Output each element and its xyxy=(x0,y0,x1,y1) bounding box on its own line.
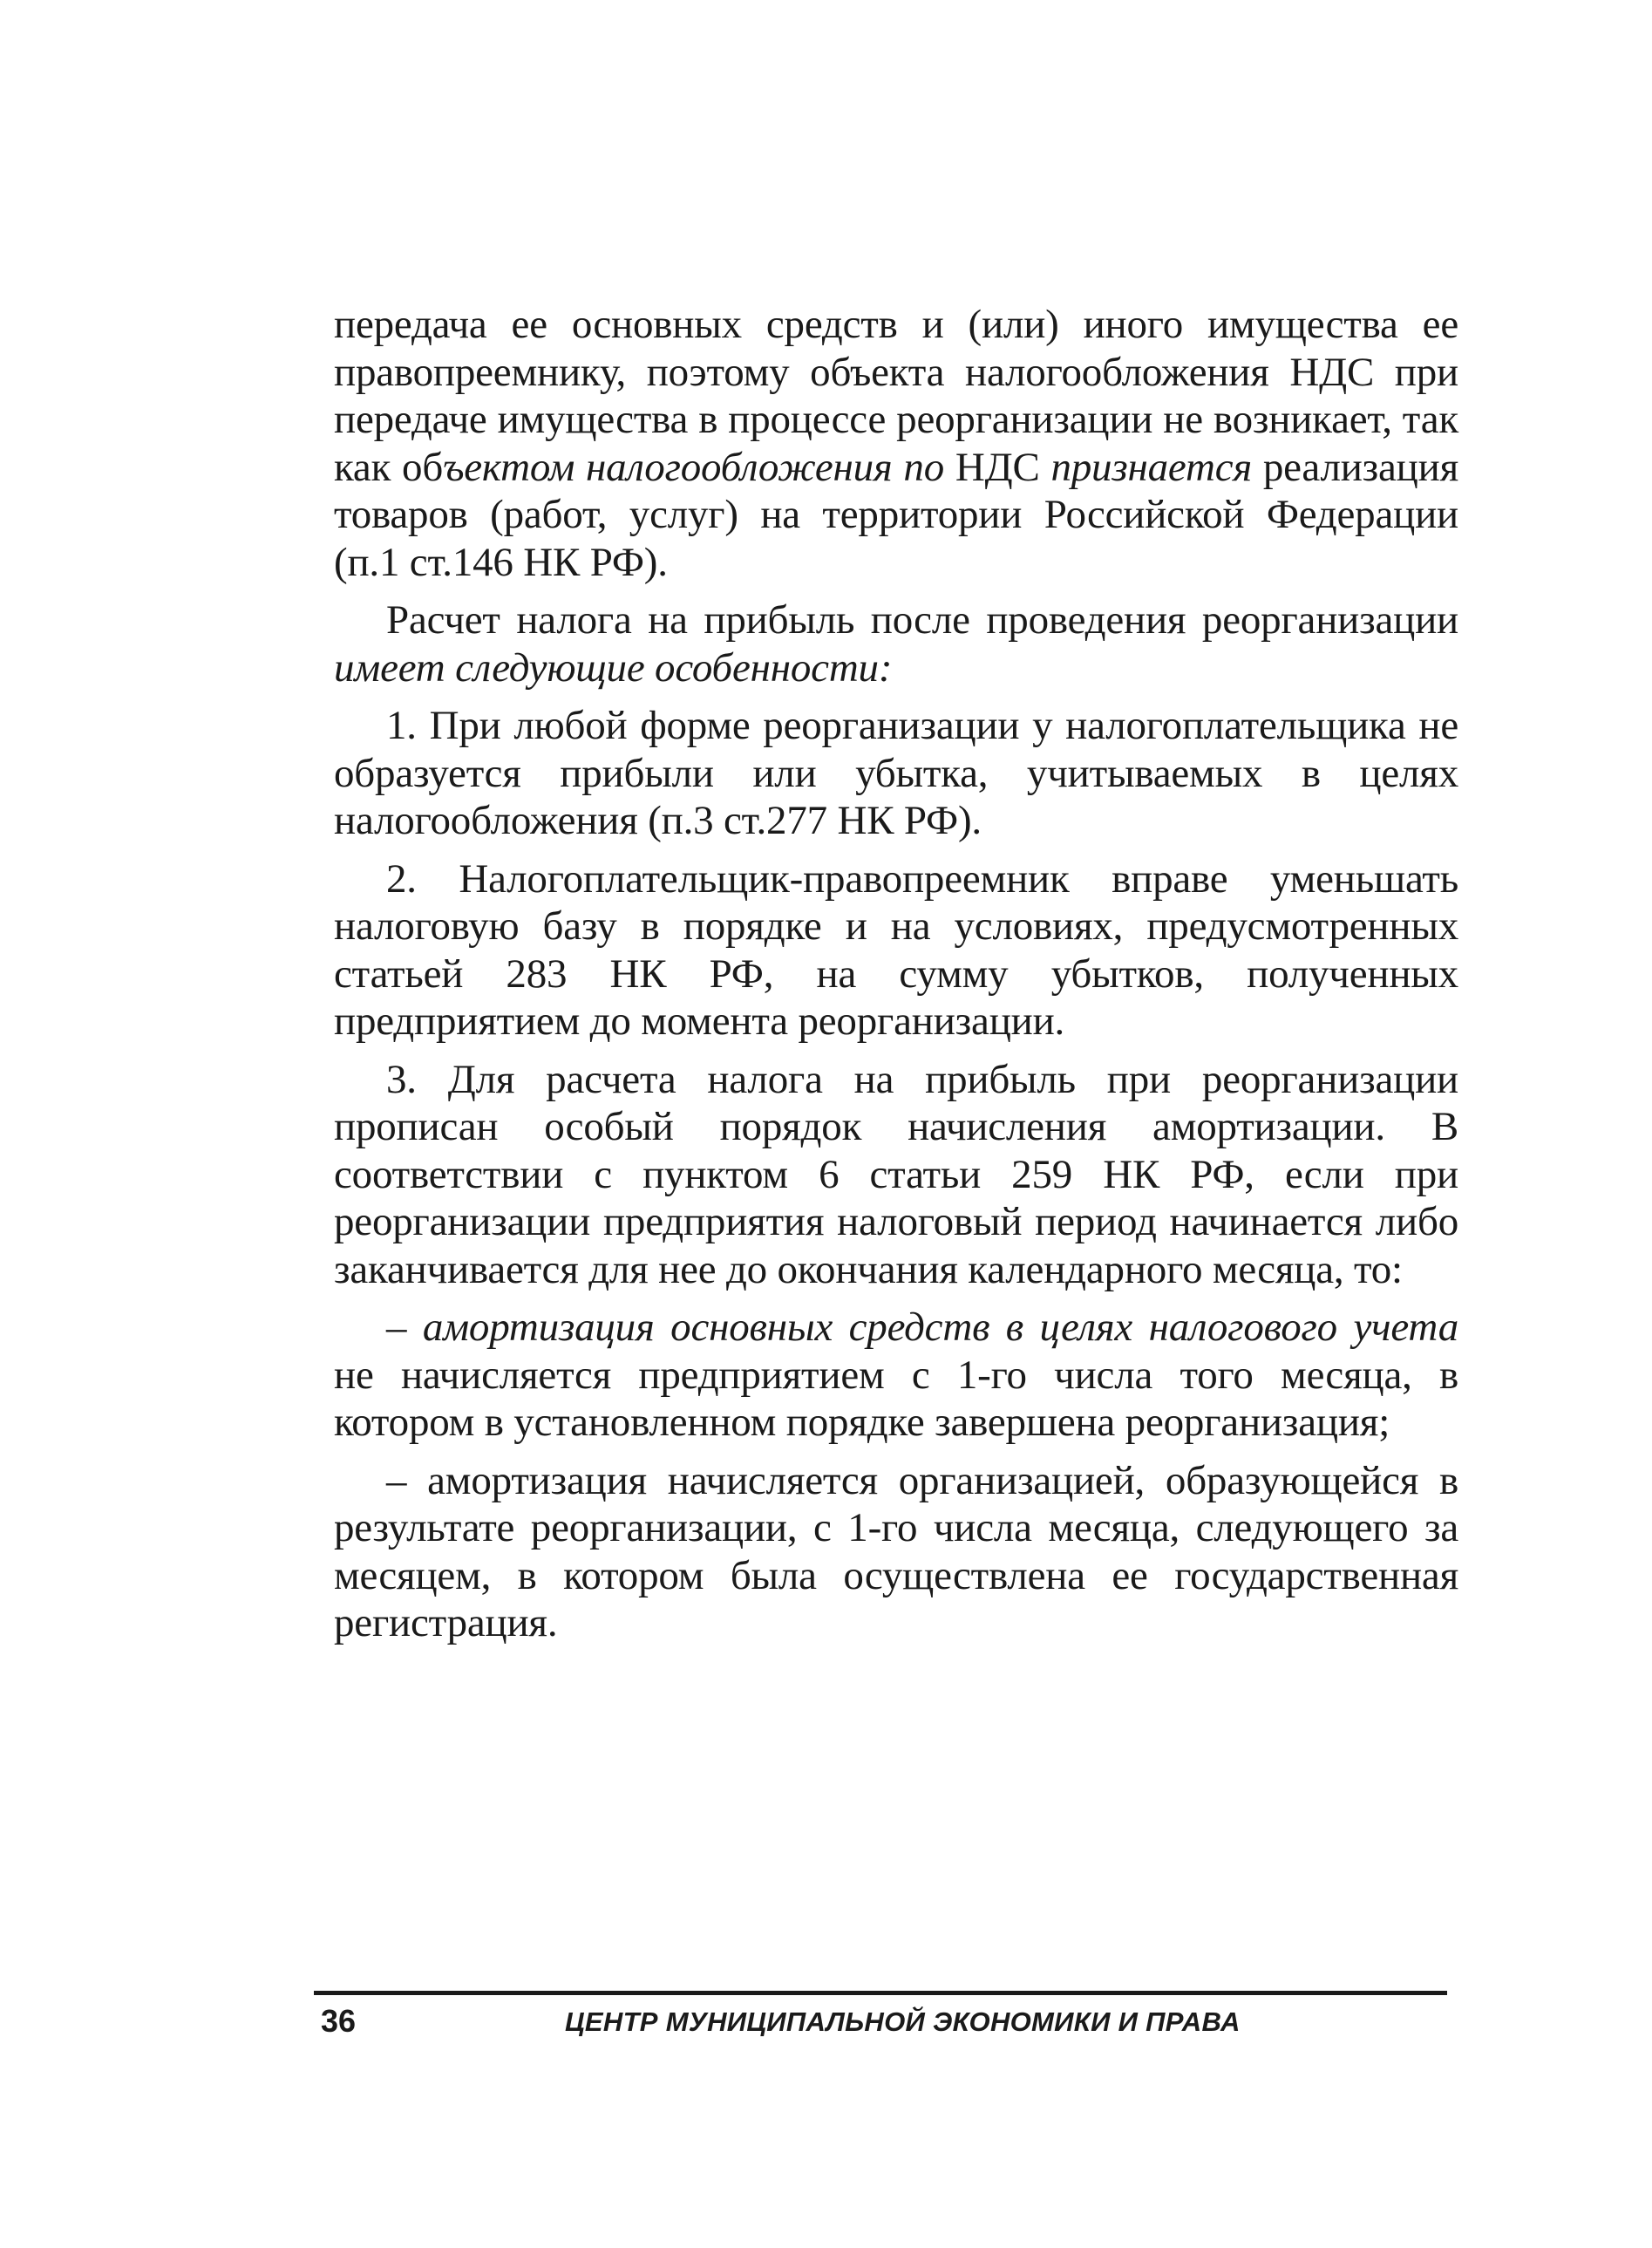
paragraph-3: 1. При любой форме реорганизации у налогоплательщика не образуется прибыли или убытка, учитываемых в целях налогообложения (п.3 ст.277 НК РФ). xyxy=(334,703,1458,843)
paragraph-7: – амортизация начисляется организацией, образующейся в результате реорганизации, с 1-го числа месяца, следующего за месяцем, в котором была осуществлена ее государственная регистрация. xyxy=(334,1457,1458,1645)
paragraph-1-italic-2: признается xyxy=(1050,444,1252,490)
paragraph-1 xyxy=(334,301,1458,586)
paragraph-6-dash: – xyxy=(386,1305,423,1350)
page-number: 36 xyxy=(321,2003,357,2039)
paragraph-1-text-2: НДС xyxy=(944,444,1051,490)
paragraph-6 xyxy=(334,1304,1458,1447)
body-text xyxy=(334,301,1458,1658)
paragraph-2-italic: имеет следующие особенности: xyxy=(334,644,893,691)
paragraph-6-italic: амортизация основных средств в целях налогового учета xyxy=(422,1305,1458,1350)
paragraph-1-italic-1: ъектом налогообложения по xyxy=(443,444,945,490)
publisher-name: ЦЕНТР МУНИЦИПАЛЬНОЙ ЭКОНОМИКИ И ПРАВА xyxy=(565,2006,1241,2037)
paragraph-2-text: Расчет налога на прибыль после проведения реорганизации xyxy=(386,597,1458,643)
footer-rule xyxy=(314,1991,1447,1995)
paragraph-5: 3. Для расчета налога на прибыль при реорганизации прописан особый порядок начисления амортизации. В соответствии с пунктом 6 статьи 259 НК РФ, если при реорганизации предприятия налоговый период начинается либо заканчивается для нее до окончания календарного месяца, то: xyxy=(334,1056,1458,1292)
paragraph-4: 2. Налогоплательщик-правопреемник вправе уменьшать налоговую базу в порядке и на условиях, предусмотренных статьей 283 НК РФ, на сумму убытков, полученных предприятием до момента реорганизации. xyxy=(334,855,1458,1044)
paragraph-1-text: передача ее основных средств и (или) иного имущества ее правопреемнику, поэтому объекта налогообложения НДС при передаче имущества в процессе реорганизации не возникает, так как об xyxy=(334,302,1458,490)
paragraph-1-text-3: реализация товаров (работ, услуг) на территории Российской Федерации (п.1 ст.146 НК РФ). xyxy=(334,444,1459,585)
paragraph-2 xyxy=(334,596,1458,691)
paragraph-6-text: не начисляется предприятием с 1-го числа того месяца, в котором в установленном порядке завершена реорганизация; xyxy=(334,1352,1458,1445)
